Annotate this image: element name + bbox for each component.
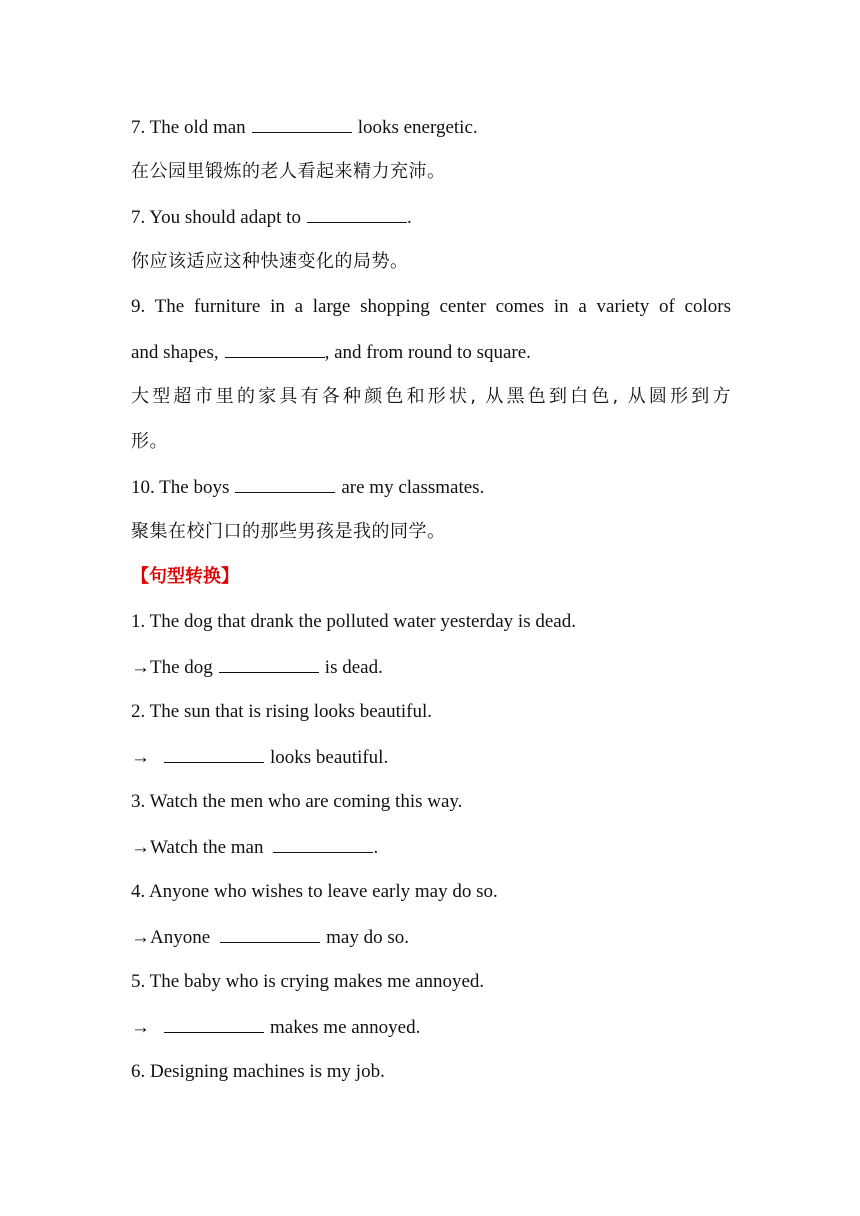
transform-6-original: 6. Designing machines is my job. bbox=[131, 1061, 385, 1082]
transform-4-answer bbox=[131, 924, 731, 951]
transform-5-answer bbox=[131, 1014, 731, 1041]
transform-4-prompt: →Anyone bbox=[131, 927, 211, 948]
answer-blank[interactable] bbox=[164, 1014, 264, 1033]
answer-blank[interactable] bbox=[235, 474, 335, 493]
transform-3-original: 3. Watch the men who are coming this way. bbox=[131, 791, 463, 812]
exercise-7b-prompt: 7. You should adapt to bbox=[131, 207, 301, 228]
exercise-7a-tail: looks energetic. bbox=[357, 117, 478, 138]
exercise-9-translation-1: 大型超市里的家具有各种颜色和形状, 从黑色到白色, 从圆形到方 bbox=[131, 386, 731, 407]
transform-1-original: 1. The dog that drank the polluted water yesterday is dead. bbox=[131, 611, 576, 632]
exercise-7b bbox=[131, 204, 731, 231]
exercise-7b-translation: 你应该适应这种快速变化的局势。 bbox=[131, 251, 409, 272]
transform-4-tail: may do so. bbox=[326, 927, 410, 948]
section-heading: 【句型转换】 bbox=[131, 566, 239, 587]
transform-3-prompt: →Watch the man bbox=[131, 837, 264, 858]
exercise-9-line-1: 9. The furniture in a large shopping center comes in a variety of colors bbox=[131, 296, 731, 317]
transform-5-tail: makes me annoyed. bbox=[270, 1017, 421, 1038]
answer-blank[interactable] bbox=[164, 744, 264, 763]
answer-blank[interactable] bbox=[219, 654, 319, 673]
exercise-7b-tail: . bbox=[406, 207, 412, 228]
transform-1-prompt: →The dog bbox=[131, 657, 213, 678]
exercise-7a-translation: 在公园里锻炼的老人看起来精力充沛。 bbox=[131, 161, 446, 182]
transform-2-prompt: → bbox=[131, 747, 150, 768]
exercise-10-tail: are my classmates. bbox=[341, 477, 485, 498]
answer-blank[interactable] bbox=[273, 834, 373, 853]
exercise-7a bbox=[131, 114, 731, 141]
transform-2-tail: looks beautiful. bbox=[270, 747, 389, 768]
answer-blank[interactable] bbox=[220, 924, 320, 943]
exercise-9-translation-2: 形。 bbox=[131, 431, 168, 452]
transform-1-answer bbox=[131, 654, 731, 681]
exercise-9-tail: , and from round to square. bbox=[324, 342, 531, 363]
exercise-10-prompt: 10. The boys bbox=[131, 477, 230, 498]
transform-3-answer bbox=[131, 834, 731, 861]
exercise-7a-prompt: 7. The old man bbox=[131, 117, 246, 138]
exercise-10 bbox=[131, 474, 731, 501]
answer-blank[interactable] bbox=[225, 339, 325, 358]
transform-1-tail: is dead. bbox=[324, 657, 383, 678]
exercise-9-line-2 bbox=[131, 339, 731, 366]
transform-5-prompt: → bbox=[131, 1017, 150, 1038]
transform-4-original: 4. Anyone who wishes to leave early may do so. bbox=[131, 881, 498, 902]
transform-3-tail: . bbox=[373, 837, 379, 858]
transform-2-original: 2. The sun that is rising looks beautiful. bbox=[131, 701, 432, 722]
exercise-10-translation: 聚集在校门口的那些男孩是我的同学。 bbox=[131, 521, 446, 542]
answer-blank[interactable] bbox=[307, 204, 407, 223]
exercise-9-prompt: and shapes, bbox=[131, 342, 219, 363]
answer-blank[interactable] bbox=[252, 114, 352, 133]
transform-5-original: 5. The baby who is crying makes me annoyed. bbox=[131, 971, 485, 992]
transform-2-answer bbox=[131, 744, 731, 771]
